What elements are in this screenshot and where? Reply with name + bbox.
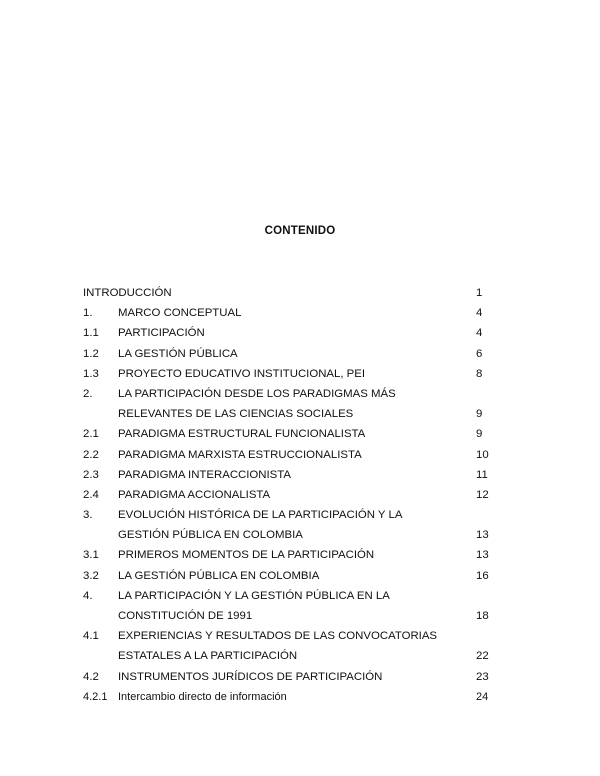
toc-entry-title: LA PARTICIPACIÓN DESDE LOS PARADIGMAS MÁS <box>118 387 396 400</box>
toc-entry-title: EVOLUCIÓN HISTÓRICA DE LA PARTICIPACIÓN Y LA <box>118 509 403 522</box>
toc-entry <box>83 548 493 568</box>
toc-entry <box>83 609 493 629</box>
toc-entry-number: 2.1 <box>83 428 99 441</box>
toc-entry-number: 1.1 <box>83 327 99 340</box>
toc-entry-title: GESTIÓN PÚBLICA EN COLOMBIA <box>118 529 303 542</box>
toc-entry-number: 3. <box>83 509 93 522</box>
toc-entry <box>83 387 493 407</box>
toc-entry-page: 11 <box>476 468 488 481</box>
toc-entry-title: INTRODUCCIÓN <box>83 287 172 299</box>
toc-entry-page: 4 <box>476 307 483 320</box>
toc-entry-title: INSTRUMENTOS JURÍDICOS DE PARTICIPACIÓN <box>118 670 383 683</box>
toc-entry-page: 13 <box>476 549 489 562</box>
toc-entry <box>83 569 493 589</box>
toc-entry-title: ESTATALES A LA PARTICIPACIÓN <box>118 650 298 663</box>
toc-entry-page: 1 <box>476 287 483 299</box>
toc-entry-number: 3.2 <box>83 569 99 582</box>
toc-entry <box>83 367 493 387</box>
toc-entry-number: 3.1 <box>83 549 99 562</box>
toc-entry-number: 2.4 <box>83 488 99 501</box>
toc-entry <box>83 427 493 447</box>
toc-entry-page: 12 <box>476 488 489 501</box>
toc-entry <box>83 488 493 508</box>
toc-entry-page: 22 <box>476 650 489 663</box>
toc-entry-title: RELEVANTES DE LAS CIENCIAS SOCIALES <box>118 408 354 421</box>
toc-entry-title: LA GESTIÓN PÚBLICA EN COLOMBIA <box>118 569 320 582</box>
toc-entry-page: 10 <box>476 448 489 461</box>
toc-entry <box>83 589 493 609</box>
toc-entry <box>83 306 493 326</box>
toc-entry-page: 6 <box>476 347 483 360</box>
toc-entry-title: PARTICIPACIÓN <box>118 327 205 340</box>
toc-entry-number: 4.2.1 <box>83 690 108 703</box>
toc-entry-number: 4.2 <box>83 670 99 683</box>
toc-entry <box>83 468 493 488</box>
page-title: CONTENIDO <box>264 225 336 237</box>
toc-entry-title: PARADIGMA ESTRUCTURAL FUNCIONALISTA <box>118 428 366 441</box>
toc-entry-page: 16 <box>476 569 489 582</box>
toc-entry <box>83 448 493 468</box>
toc-entry <box>83 629 493 649</box>
toc-entry-page: 13 <box>476 529 489 542</box>
toc-entry-number: 4. <box>83 589 93 602</box>
table-of-contents <box>83 286 493 710</box>
toc-entry-number: 1. <box>83 307 93 320</box>
toc-entry-page: 9 <box>476 408 483 421</box>
toc-entry-title: Intercambio directo de información <box>118 690 287 703</box>
toc-entry-number: 2.3 <box>83 468 99 481</box>
toc-entry-title: PRIMEROS MOMENTOS DE LA PARTICIPACIÓN <box>118 549 375 562</box>
toc-entry <box>83 508 493 528</box>
toc-entry-number: 2. <box>83 387 93 400</box>
toc-entry-page: 23 <box>476 670 489 683</box>
toc-entry <box>83 649 493 669</box>
toc-entry <box>83 407 493 427</box>
toc-entry-title: CONSTITUCIÓN DE 1991 <box>118 610 253 622</box>
toc-entry <box>83 690 493 710</box>
toc-entry-number: 1.3 <box>83 367 99 380</box>
toc-entry <box>83 326 493 346</box>
toc-entry-title: EXPERIENCIAS Y RESULTADOS DE LAS CONVOCATORIAS <box>118 630 438 643</box>
toc-entry-page: 18 <box>476 610 489 622</box>
toc-entry-page: 24 <box>476 690 489 703</box>
toc-entry-number: 2.2 <box>83 448 99 461</box>
toc-entry-page: 8 <box>476 367 483 380</box>
toc-entry-title: LA PARTICIPACIÓN Y LA GESTIÓN PÚBLICA EN LA <box>118 589 390 602</box>
toc-entry-title: MARCO CONCEPTUAL <box>118 307 242 320</box>
toc-entry-title: PROYECTO EDUCATIVO INSTITUCIONAL, PEI <box>118 367 366 380</box>
toc-entry <box>83 670 493 690</box>
toc-entry-title: PARADIGMA MARXISTA ESTRUCCIONALISTA <box>118 448 362 461</box>
toc-entry-title: LA GESTIÓN PÚBLICA <box>118 347 238 360</box>
toc-entry-title: PARADIGMA INTERACCIONISTA <box>118 468 291 481</box>
toc-entry-title: PARADIGMA ACCIONALISTA <box>118 488 271 501</box>
toc-entry <box>83 286 493 306</box>
toc-entry-number: 4.1 <box>83 630 99 643</box>
toc-entry-number: 1.2 <box>83 347 99 360</box>
toc-entry-page: 9 <box>476 428 483 441</box>
toc-entry-page: 4 <box>476 327 483 340</box>
toc-entry <box>83 347 493 367</box>
toc-entry <box>83 528 493 548</box>
